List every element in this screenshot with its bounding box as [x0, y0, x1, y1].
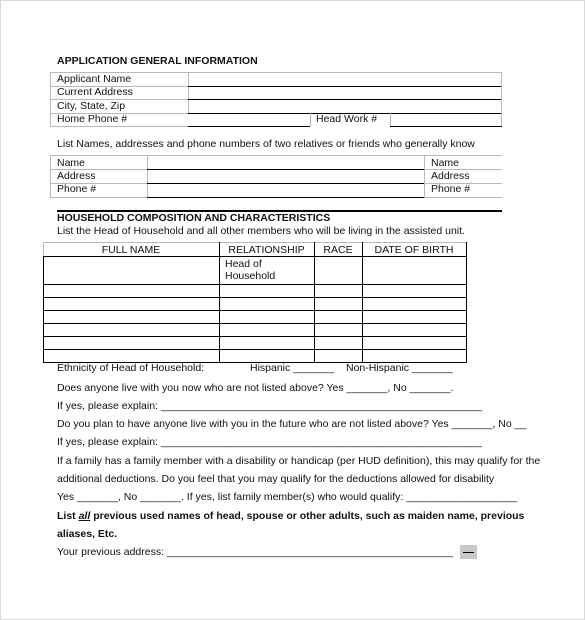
hispanic-option: Hispanic _______ [250, 362, 335, 374]
question-current-residents: Does anyone live with you now who are not listed above? Yes _______, No _______. [57, 382, 454, 394]
head-of-household-cell: Head of Household [225, 258, 276, 282]
explain-current-residents: If yes, please explain: _______________________________________________________ [57, 400, 483, 412]
relative-name-label: Name [57, 157, 86, 169]
explain-future-residents: If yes, please explain: _______________________________________________________ [57, 436, 483, 448]
current-address-label: Current Address [57, 86, 133, 98]
disability-text-2: additional deductions. Do you feel that you may qualify for the deductions allowed for disability [57, 473, 495, 485]
relative2-address-label: Address [431, 170, 470, 182]
previous-names-all-emphasis: all [78, 510, 91, 522]
disability-question: Yes _______, No _______. If yes, list family member(s) who would qualify: ___________________ [57, 491, 518, 503]
ethnicity-label: Ethnicity of Head of Household: [57, 362, 205, 374]
section-heading-household: HOUSEHOLD COMPOSITION AND CHARACTERISTICS [57, 212, 331, 224]
question-future-residents: Do you plan to have anyone live with you in the future who are not listed above? Yes _______, No __ [57, 418, 527, 430]
applicant-name-label: Applicant Name [57, 73, 132, 85]
household-instruction: List the Head of Household and all other members who will be living in the assisted unit. [57, 225, 465, 237]
relatives-instruction: List Names, addresses and phone numbers of two relatives or friends who generally know [57, 138, 475, 150]
previous-names-suffix: previous used names of head, spouse or other adults, such as maiden name, previous [90, 510, 525, 522]
column-header-relationship: RELATIONSHIP [228, 244, 305, 256]
text-cursor-highlight [460, 545, 477, 559]
previous-names-instruction [57, 510, 524, 522]
city-state-zip-label: City, State, Zip [57, 100, 126, 112]
previous-names-prefix: List [57, 510, 79, 522]
previous-address-question: Your previous address: _________________________________________________ [57, 546, 454, 558]
head-work-label: Head Work # [316, 113, 378, 125]
column-header-race: RACE [323, 244, 353, 256]
non-hispanic-option: Non-Hispanic _______ [346, 362, 453, 374]
relative-phone-label: Phone # [57, 183, 97, 195]
relative2-name-label: Name [431, 157, 460, 169]
disability-text-1: If a family has a family member with a disability or handicap (per HUD definition), this may qualify for the [57, 455, 541, 467]
relative-address-label: Address [57, 170, 96, 182]
column-header-date-of-birth: DATE OF BIRTH [374, 244, 454, 256]
previous-aliases-label: aliases, Etc. [57, 528, 118, 540]
relative2-phone-label: Phone # [431, 183, 471, 195]
home-phone-label: Home Phone # [57, 113, 128, 125]
section-heading-general: APPLICATION GENERAL INFORMATION [57, 55, 258, 67]
column-header-full-name: FULL NAME [101, 244, 161, 256]
